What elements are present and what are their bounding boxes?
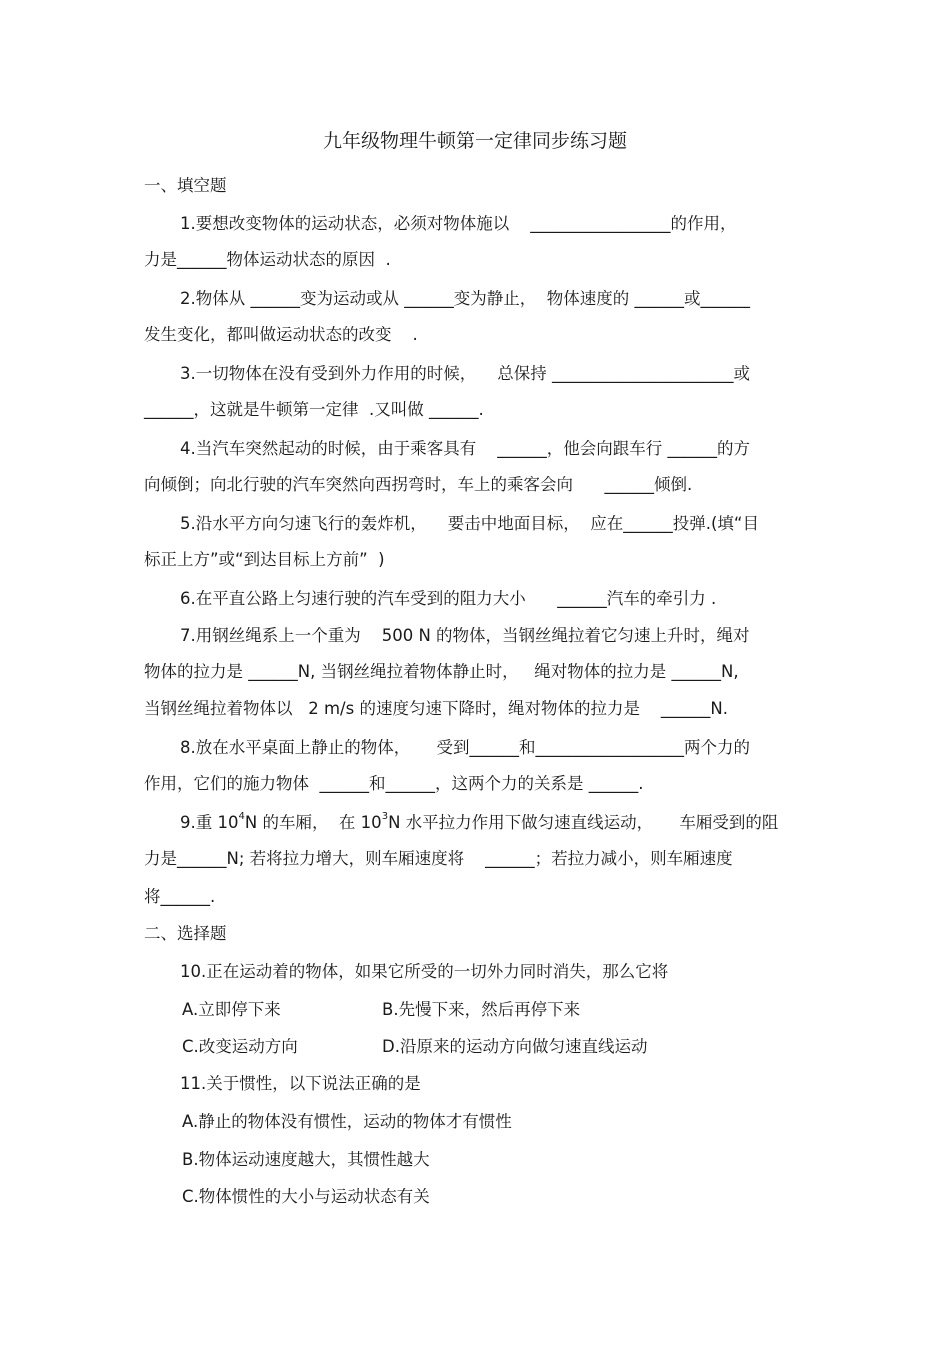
question-10-option-b: B.先慢下来，然后再停下来 xyxy=(382,1000,581,1019)
question-9-text-a: 9.重 10 xyxy=(180,813,239,832)
question-7-line-2: 物体的拉力是 ______N, 当钢丝绳拉着物体静止时， 绳对物体的拉力是 ______N, xyxy=(144,662,739,681)
question-4-line-1: 4.当汽车突然起动的时候，由于乘客具有 ______，他会向跟车行 ______的方 xyxy=(180,439,750,458)
question-3-line-2: ______，这就是牛顿第一定律 .又叫做 ______. xyxy=(144,400,484,419)
exponent-4: 4 xyxy=(238,811,245,822)
question-2-line-1: 2.物体从 ______变为运动或从 ______变为静止， 物体速度的 ______或______ xyxy=(180,289,750,308)
question-1-line-1: 1.要想改变物体的运动状态，必须对物体施以 _________________的作用， xyxy=(180,214,737,233)
question-9-line-2: 力是______N; 若将拉力增大，则车厢速度将 ______；若拉力减小，则车厢速度 xyxy=(144,849,733,868)
question-11-option-c: C.物体惯性的大小与运动状态有关 xyxy=(182,1187,430,1206)
question-5-line-1: 5.沿水平方向匀速飞行的轰炸机， 要击中地面目标， 应在______投弹.(填“目 xyxy=(180,514,759,533)
section-heading-fill: 一、填空题 xyxy=(144,176,227,195)
question-8-line-2: 作用，它们的施力物体 ______和______，这两个力的关系是 ______. xyxy=(144,774,644,793)
question-1-line-2: 力是______物体运动状态的原因 . xyxy=(144,250,391,269)
question-11-option-a: A.静止的物体没有惯性，运动的物体才有惯性 xyxy=(182,1112,512,1131)
question-7-line-1: 7.用钢丝绳系上一个重为 500 N 的物体，当钢丝绳拉着它匀速上升时，绳对 xyxy=(180,626,750,645)
question-10-option-c: C.改变运动方向 xyxy=(182,1037,298,1056)
question-8-line-1: 8.放在水平桌面上静止的物体， 受到______和__________________两个力的 xyxy=(180,738,750,757)
question-7-line-3: 当钢丝绳拉着物体以 2 m/s 的速度匀速下降时，绳对物体的拉力是 ______N. xyxy=(144,699,729,718)
question-9-text-c: N 水平拉力作用下做匀速直线运动， 车厢受到的阻 xyxy=(388,813,779,832)
page-title: 九年级物理牛顿第一定律同步练习题 xyxy=(322,130,627,152)
question-9-line-1 xyxy=(180,811,778,838)
question-9-line-3: 将______. xyxy=(144,887,216,906)
question-6-line-1: 6.在平直公路上匀速行驶的汽车受到的阻力大小 ______汽车的牵引力 . xyxy=(180,589,717,608)
question-5-line-2: 标正上方”或“到达目标上方前” ) xyxy=(144,550,385,569)
question-10-option-d: D.沿原来的运动方向做匀速直线运动 xyxy=(382,1037,648,1056)
question-10-option-a: A.立即停下来 xyxy=(182,1000,281,1019)
question-11-stem: 11.关于惯性，以下说法正确的是 xyxy=(180,1074,421,1093)
question-10-stem: 10.正在运动着的物体，如果它所受的一切外力同时消失，那么它将 xyxy=(180,962,669,981)
question-3-line-1: 3.一切物体在没有受到外力作用的时候， 总保持 ______________________或 xyxy=(180,364,750,383)
question-2-line-2: 发生变化，都叫做运动状态的改变 . xyxy=(144,325,418,344)
exponent-3: 3 xyxy=(381,811,389,822)
question-9-text-b: N 的车厢， 在 10 xyxy=(244,813,382,832)
section-heading-choice: 二、选择题 xyxy=(144,924,227,943)
question-11-option-b: B.物体运动速度越大，其惯性越大 xyxy=(182,1150,430,1169)
question-4-line-2: 向倾倒；向北行驶的汽车突然向西拐弯时，车上的乘客会向 ______倾倒. xyxy=(144,475,693,494)
